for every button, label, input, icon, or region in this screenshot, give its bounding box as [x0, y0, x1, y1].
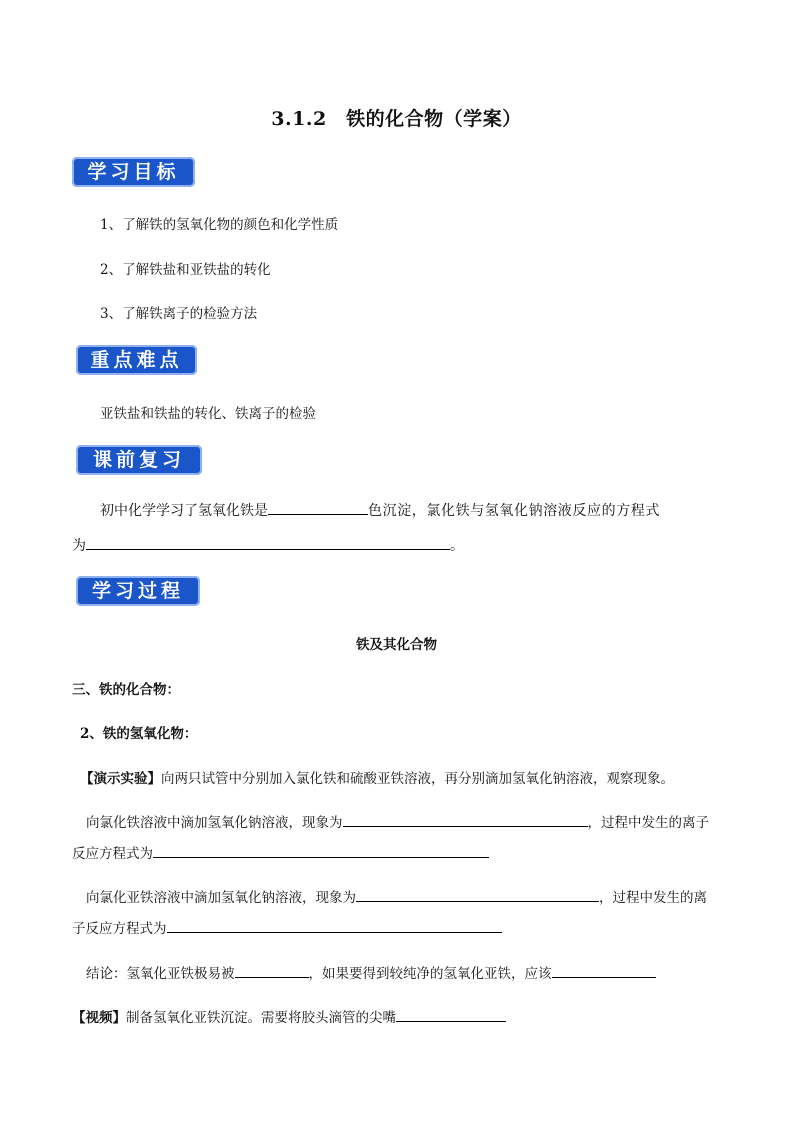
section-badge-process: 学习过程 [76, 576, 200, 606]
blank-fecl3-phenomenon[interactable] [343, 812, 588, 827]
fecl2-line-2: 子反应方程式为 [72, 917, 502, 937]
blank-equation[interactable] [86, 535, 450, 550]
blank-oxidized[interactable] [235, 963, 309, 978]
demo-paragraph: 【演示实验】向两只试管中分别加入氯化铁和硫酸亚铁溶液，再分别滴加氢氧化钠溶液，观察现象。 [80, 771, 674, 787]
objective-1: 1、了解铁的氢氧化物的颜色和化学性质 [100, 217, 339, 233]
section-badge-objectives: 学习目标 [72, 157, 195, 187]
blank-color[interactable] [268, 500, 368, 515]
heading-2: 2、铁的氢氧化物： [80, 726, 198, 742]
fecl3-line-1: 向氯化铁溶液中滴加氢氧化钠溶液，现象为 ，过程中发生的离子 [86, 811, 709, 831]
fecl2-line-1: 向氯化亚铁溶液中滴加氢氧化钠溶液，现象为 ，过程中发生的离 [86, 886, 707, 906]
fecl3-line-2: 反应方程式为 [72, 842, 489, 862]
section-badge-key-points: 重点难点 [76, 345, 197, 375]
objective-3: 3、了解铁离子的检验方法 [100, 306, 258, 322]
blank-dropper-tip[interactable] [396, 1007, 506, 1022]
blank-fecl3-equation[interactable] [153, 843, 489, 858]
blank-fecl2-equation[interactable] [167, 918, 502, 933]
conclusion-line: 结论：氢氧化亚铁极易被 ，如果要得到较纯净的氢氧化亚铁，应该 [86, 962, 656, 982]
section-badge-review: 课前复习 [76, 445, 202, 475]
page-title: 3.1.2 铁的化合物（学案） [271, 108, 522, 130]
review-line-1: 初中化学学习了氢氧化铁是 色沉淀，氯化铁与氢氧化钠溶液反应的方程式 [100, 500, 660, 520]
blank-method[interactable] [552, 963, 656, 978]
video-line: 【视频】制备氢氧化亚铁沉淀。需要将胶头滴管的尖嘴 [72, 1006, 506, 1026]
chapter-title: 铁及其化合物 [356, 637, 437, 653]
heading-3: 三、铁的化合物： [72, 682, 180, 698]
key-points-text: 亚铁盐和铁盐的转化、铁离子的检验 [100, 406, 316, 422]
objective-2: 2、了解铁盐和亚铁盐的转化 [100, 262, 271, 278]
blank-fecl2-phenomenon[interactable] [356, 887, 599, 902]
review-line-2: 为 。 [72, 535, 464, 555]
